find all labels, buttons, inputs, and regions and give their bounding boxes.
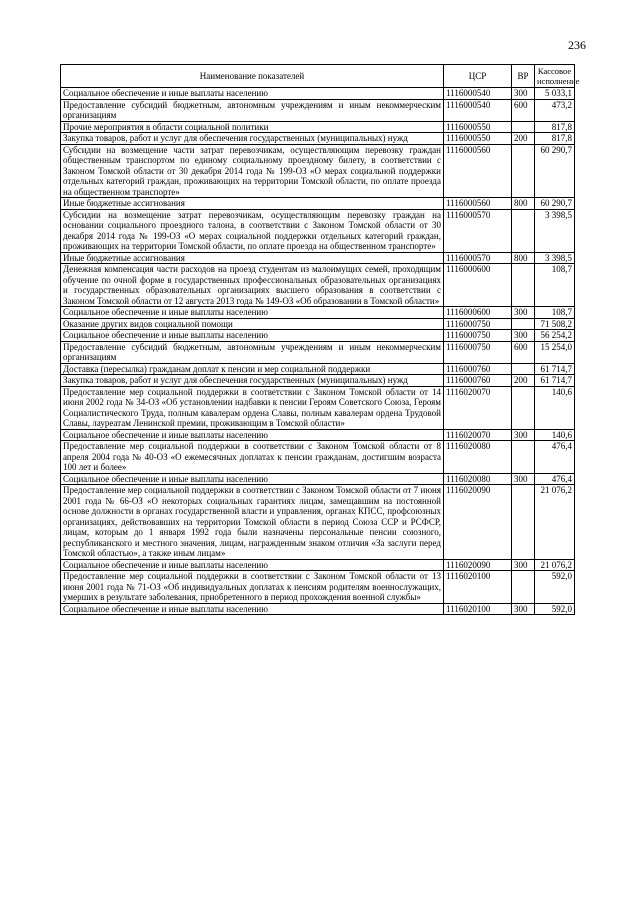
row-name-cell: Иные бюджетные ассигнования (61, 252, 444, 264)
row-vr-cell: 300 (512, 559, 535, 571)
row-vr-cell: 600 (512, 341, 535, 363)
table-row (61, 375, 575, 387)
row-vr-cell: 800 (512, 198, 535, 210)
row-csr-cell: 1116000560 (444, 198, 512, 210)
row-vr-cell (512, 363, 535, 375)
row-vr-cell (512, 209, 535, 252)
row-name-cell: Социальное обеспечение и иные выплаты населению (61, 603, 444, 615)
row-vr-cell: 300 (512, 473, 535, 485)
row-sum-cell: 592,0 (535, 603, 575, 615)
row-name-cell: Предоставление субсидий бюджетным, автономным учреждениям и иным некоммерческим организациям (61, 99, 444, 121)
row-name-cell: Денежная компенсация части расходов на проезд студентам из малоимущих семей, проходящим обучение по очной форме в государственных профессиональных образовательных организациях и государственных образовательных организациях высшего образования в соответствии с Законом Томской области от 12 августа 2013 года № 149-ОЗ «Об образовании в Томской области» (61, 264, 444, 307)
row-csr-cell: 1116020080 (444, 441, 512, 474)
row-sum-cell: 61 714,7 (535, 363, 575, 375)
table-row (61, 330, 575, 342)
row-sum-cell: 71 508,2 (535, 318, 575, 330)
table-row (61, 88, 575, 100)
table-row (61, 363, 575, 375)
row-name-cell: Иные бюджетные ассигнования (61, 198, 444, 210)
row-sum-cell: 817,8 (535, 121, 575, 133)
table-row (61, 559, 575, 571)
row-sum-cell: 140,6 (535, 386, 575, 429)
row-vr-cell: 300 (512, 88, 535, 100)
row-sum-cell: 140,6 (535, 429, 575, 441)
table-row (61, 485, 575, 560)
row-name-cell: Социальное обеспечение и иные выплаты населению (61, 473, 444, 485)
row-sum-cell: 15 254,0 (535, 341, 575, 363)
row-name-cell: Социальное обеспечение и иные выплаты населению (61, 330, 444, 342)
row-csr-cell: 1116020070 (444, 386, 512, 429)
row-sum-cell: 60 290,7 (535, 144, 575, 198)
header-vr: ВР (512, 65, 535, 88)
row-csr-cell: 1116020090 (444, 485, 512, 560)
table-row (61, 252, 575, 264)
row-csr-cell: 1116000600 (444, 307, 512, 319)
row-csr-cell: 1116020090 (444, 559, 512, 571)
row-sum-cell: 21 076,2 (535, 559, 575, 571)
table-row (61, 318, 575, 330)
row-vr-cell (512, 441, 535, 474)
row-sum-cell: 21 076,2 (535, 485, 575, 560)
row-sum-cell: 3 398,5 (535, 209, 575, 252)
header-sum: Кассовое исполнение (535, 65, 575, 88)
table-row (61, 144, 575, 198)
row-sum-cell: 817,8 (535, 133, 575, 145)
table-row (61, 473, 575, 485)
row-csr-cell: 1116000540 (444, 88, 512, 100)
row-vr-cell: 600 (512, 99, 535, 121)
row-name-cell: Социальное обеспечение и иные выплаты населению (61, 559, 444, 571)
row-csr-cell: 1116000760 (444, 375, 512, 387)
row-vr-cell: 300 (512, 307, 535, 319)
table-header-row (61, 65, 575, 88)
table-row (61, 209, 575, 252)
row-name-cell: Субсидии на возмещение части затрат перевозчикам, осуществляющим перевозку граждан общественным транспортом по единому социальному проездному билету, в соответствии с Законом Томской области от 30 декабря 2014 года № 199-ОЗ «О мерах социальной поддержки отдельных категорий граждан, проживающих на территории Томской области, по оплате проезда на общественном транспорте» (61, 144, 444, 198)
row-csr-cell: 1116020070 (444, 429, 512, 441)
row-sum-cell: 3 398,5 (535, 252, 575, 264)
row-csr-cell: 1116000550 (444, 133, 512, 145)
row-sum-cell: 56 254,2 (535, 330, 575, 342)
row-csr-cell: 1116020080 (444, 473, 512, 485)
row-sum-cell: 61 714,7 (535, 375, 575, 387)
table-row (61, 441, 575, 474)
row-csr-cell: 1116000570 (444, 252, 512, 264)
table-row (61, 603, 575, 615)
row-sum-cell: 473,2 (535, 99, 575, 121)
row-name-cell: Социальное обеспечение и иные выплаты населению (61, 429, 444, 441)
row-sum-cell: 108,7 (535, 264, 575, 307)
table-row (61, 307, 575, 319)
row-csr-cell: 1116000750 (444, 341, 512, 363)
row-vr-cell: 200 (512, 133, 535, 145)
table-row (61, 429, 575, 441)
header-name: Наименование показателей (61, 65, 444, 88)
row-vr-cell (512, 318, 535, 330)
row-vr-cell: 300 (512, 330, 535, 342)
row-csr-cell: 1116000550 (444, 121, 512, 133)
table-row (61, 133, 575, 145)
row-vr-cell: 200 (512, 375, 535, 387)
row-vr-cell (512, 144, 535, 198)
row-sum-cell: 476,4 (535, 441, 575, 474)
row-name-cell: Предоставление мер социальной поддержки в соответствии с Законом Томской области от 8 апреля 2004 года № 40-ОЗ «О ежемесячных доплатах к пенсии гражданам, достигшим возраста 100 лет и более» (61, 441, 444, 474)
row-vr-cell (512, 121, 535, 133)
row-sum-cell: 5 033,1 (535, 88, 575, 100)
row-csr-cell: 1116000760 (444, 363, 512, 375)
table-row (61, 198, 575, 210)
row-csr-cell: 1116000750 (444, 330, 512, 342)
row-name-cell: Социальное обеспечение и иные выплаты населению (61, 88, 444, 100)
row-name-cell: Предоставление мер социальной поддержки в соответствии с Законом Томской области от 7 июня 2001 года № 66-ОЗ «О некоторых социальных гарантиях лицам, замещавшим на постоянной основе должности в органах государственной власти и управления, органах КПСС, профсоюзных организациях, действовавших на территории Томской области в период Союза ССР и РСФСР, лицам, которым до 1 января 1992 года были назначены персональные пенсии союзного, республиканского и местного значения, лицам, награжденным знаком отличия «За заслуги перед Томской областью», а также иным лицам» (61, 485, 444, 560)
row-name-cell: Закупка товаров, работ и услуг для обеспечения государственных (муниципальных) нужд (61, 375, 444, 387)
row-name-cell: Предоставление мер социальной поддержки в соответствии с Законом Томской области от 14 июня 2002 года № 34-ОЗ «Об установлении надбавки к пенсии Героям Советского Союза, Героям Социалистического Труда, полным кавалерам ордена Славы, полным кавалерам ордена Трудовой Славы, лауреатам Ленинской премии, проживающим в Томской области» (61, 386, 444, 429)
row-vr-cell (512, 264, 535, 307)
table-row (61, 121, 575, 133)
row-vr-cell (512, 386, 535, 429)
table-row (61, 386, 575, 429)
row-vr-cell (512, 485, 535, 560)
row-csr-cell: 1116020100 (444, 603, 512, 615)
row-csr-cell: 1116000750 (444, 318, 512, 330)
row-name-cell: Доставка (пересылка) гражданам доплат к пенсии и мер социальной поддержки (61, 363, 444, 375)
row-sum-cell: 592,0 (535, 571, 575, 604)
row-csr-cell: 1116000540 (444, 99, 512, 121)
row-name-cell: Закупка товаров, работ и услуг для обеспечения государственных (муниципальных) нужд (61, 133, 444, 145)
row-name-cell: Предоставление субсидий бюджетным, автономным учреждениям и иным некоммерческим организациям (61, 341, 444, 363)
table-body (61, 88, 575, 615)
row-sum-cell: 60 290,7 (535, 198, 575, 210)
table-row (61, 341, 575, 363)
row-name-cell: Субсидии на возмещение затрат перевозчикам, осуществляющим перевозку граждан на основании социального проездного талона, в соответствии с Законом Томской области от 30 декабря 2014 года № 199-ОЗ «О мерах социальной поддержки отдельных категорий граждан, проживающих на территории Томской области, по оплате проезда на общественном транспорте» (61, 209, 444, 252)
table-row (61, 571, 575, 604)
row-csr-cell: 1116000560 (444, 144, 512, 198)
budget-execution-table (60, 64, 580, 615)
table-row (61, 99, 575, 121)
row-name-cell: Оказание других видов социальной помощи (61, 318, 444, 330)
row-csr-cell: 1116020100 (444, 571, 512, 604)
row-name-cell: Предоставление мер социальной поддержки в соответствии с Законом Томской области от 13 июня 2001 года № 71-ОЗ «Об индивидуальных доплатах к пенсиям родителям военнослужащих, умерших в результате заболевания, приобретенного в период прохождения военной службы» (61, 571, 444, 604)
page-number: 236 (568, 38, 586, 52)
row-name-cell: Прочие мероприятия в области социальной политики (61, 121, 444, 133)
table-row (61, 264, 575, 307)
row-vr-cell: 800 (512, 252, 535, 264)
row-vr-cell: 300 (512, 603, 535, 615)
row-vr-cell: 300 (512, 429, 535, 441)
row-vr-cell (512, 571, 535, 604)
row-csr-cell: 1116000600 (444, 264, 512, 307)
row-sum-cell: 108,7 (535, 307, 575, 319)
row-sum-cell: 476,4 (535, 473, 575, 485)
header-csr: ЦСР (444, 65, 512, 88)
row-csr-cell: 1116000570 (444, 209, 512, 252)
row-name-cell: Социальное обеспечение и иные выплаты населению (61, 307, 444, 319)
